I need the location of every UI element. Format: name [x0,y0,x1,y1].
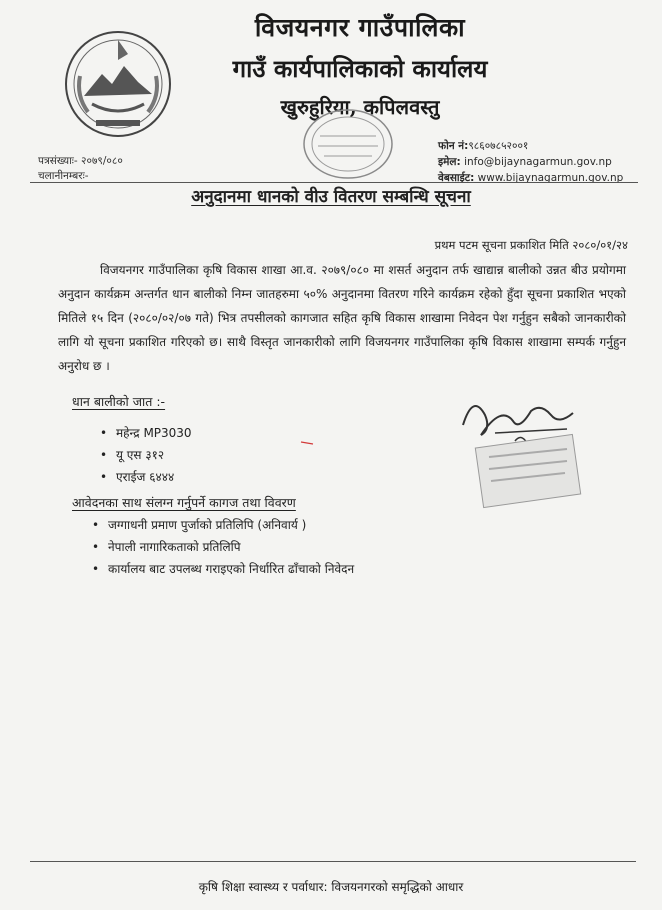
list-item: • महेन्द्र MP3030 [100,422,192,444]
documents-list [92,514,354,580]
publish-date: प्रथम पटम सूचना प्रकाशित मिति २०८०/०१/२४ [434,238,628,252]
notice-body: विजयनगर गाउँपालिका कृषि विकास शाखा आ.व. २०७९/०८० मा शसर्त अनुदान तर्फ खाद्यान्न बालीको उन्नत बीउ प्रयोगमा अनुदान कार्यक्रम अन्तर्गत धान बालीको निम्न जातहरुमा ५०% अनुदानमा वितरण गरिने कार्यक्रम रहेको हुँदा सूचना प्रकाशित भएको मितिले १५ दिन (२०८०/०२/०७ गते) भित्र तपसीलको कागजात सहित कृषि विकास शाखामा निवेदन पेश गर्नुहुन सबैको जानकारीको लागि यो सूचना प्रकाशित गरिएको छ। साथै विस्तृत जानकारीको लागि विजयनगर गाउँपालिका कृषि विकास शाखामा सम्पर्क गर्नुहुन अनुरोध छ । [58,263,626,373]
varieties-heading: धान बालीको जात :- [72,394,166,409]
notice-heading: अनुदानमा धानको वीउ वितरण सम्बन्धि सूचना [191,187,471,207]
chalani-number: चलानीनम्बरः- [38,170,89,182]
office-name: गाउँ कार्यपालिकाको कार्यालय [232,54,488,83]
footer-slogan: कृषि शिक्षा स्वास्थ्य र पर्वाधार: विजयनगरको समृद्धिको आधार [198,880,464,894]
list-item: • यू एस ३१२ [100,444,192,466]
office-title-block [180,10,540,120]
website-line: वेबसाईट: www.bijaynagarmun.gov.np [438,172,624,184]
header-divider [30,182,638,183]
reference-numbers [38,154,123,184]
patra-sankhya: पत्रसंख्याः- २०७९/०८० [38,155,123,167]
footer-divider [30,861,636,862]
red-pen-mark [300,440,314,446]
signature-with-stamp [455,385,585,515]
list-item: • कार्यालय बाट उपलब्ध गराइएको निर्धारित ढाँचाको निवेदन [92,558,354,580]
documents-heading: आवेदनका साथ संलग्न गर्नुपर्ने कागज तथा विवरण [72,495,296,510]
municipality-name: विजयनगर गाउँपालिका [254,13,466,42]
list-item: • नेपाली नागारिकताको प्रतिलिपि [92,536,354,558]
list-item: • एराईज ६४४४ [100,466,192,488]
list-item: • जग्गाधनी प्रमाण पुर्जाको प्रतिलिपि (अनिवार्य ) [92,514,354,536]
varieties-list [100,422,192,488]
contact-info [438,138,623,186]
phone-line: फोन नं:९८६०७८५२००१ [438,140,529,152]
email-line: इमेल: info@bijaynagarmun.gov.np [438,156,612,168]
office-seal-stamp [300,106,396,182]
office-address: खुरुहुरिया, कपिलवस्तु [280,95,440,119]
nepal-emblem-logo [62,26,174,138]
